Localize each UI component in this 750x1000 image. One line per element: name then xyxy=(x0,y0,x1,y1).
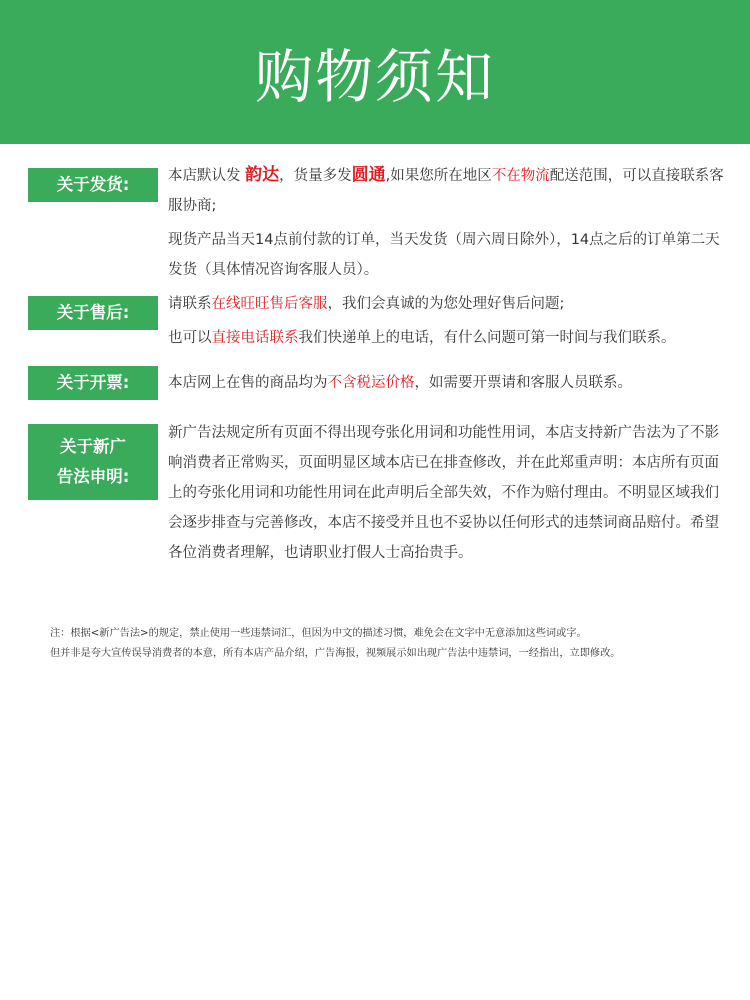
adlaw-paragraph: 新广告法规定所有页面不得出现夸张化用词和功能性用词，本店支持新广告法为了不影响消费者正常购买，页面明显区域本店已在排查修改，并在此郑重声明：本店所有页面上的夸张化用词和功能性用词在此声明后全部失效，不作为赔付理由。不明显区域我们会逐步排查与完善修改，本店不接受并且也不妥协以任何形式的违禁词商品赔付。希望各位消费者理解，也请职业打假人士高抬贵手。 xyxy=(168,425,719,561)
shipping-text-a: 本店默认发 xyxy=(168,168,246,184)
footer-note-line-2: 但并非是夸大宣传误导消费者的本意，所有本店产品介绍，广告海报，视频展示如出现广告法中违禁词，一经指出，立即修改。 xyxy=(50,648,621,659)
carrier-yunda: 韵达 xyxy=(245,165,280,185)
header-banner xyxy=(0,0,750,144)
invoice-paragraph xyxy=(168,368,728,398)
shipping-text-e: ,如果您所在地区 xyxy=(385,168,492,184)
shipping-text-c: ，货量多发 xyxy=(279,168,352,184)
tag-aftersale: 关于售后: xyxy=(28,296,158,330)
tag-invoice: 关于开票: xyxy=(28,366,158,400)
aftersale-text-a: 请联系 xyxy=(168,296,212,312)
shipping-paragraph-2: 现货产品当天14点前付款的订单，当天发货（周六周日除外），14点之后的订单第二天发货（具体情况咨询客服人员）。 xyxy=(168,232,720,278)
tag-adlaw-line-1: 关于新广 xyxy=(60,437,126,456)
tag-shipping: 关于发货: xyxy=(28,168,158,202)
shipping-paragraph-1 xyxy=(168,160,728,221)
aftersale-content xyxy=(168,289,728,353)
footer-note xyxy=(50,624,740,664)
carrier-yuantong: 圆通 xyxy=(351,165,386,185)
aftersale-highlight-2: 直接电话联系 xyxy=(211,330,299,346)
footer-note-line-1: 注：根据<新广告法>的规定，禁止使用一些违禁词汇，但因为中文的描述习惯，难免会在文字中无意添加这些词或字。 xyxy=(50,628,587,639)
tag-adlaw-line-2: 告法申明: xyxy=(56,467,130,486)
invoice-highlight: 不含税运价格 xyxy=(327,375,415,391)
invoice-content xyxy=(168,368,728,398)
page-title: 购物须知 xyxy=(254,43,495,111)
tag-adlaw xyxy=(28,424,158,500)
invoice-text-c: ，如需要开票请和客服人员联系。 xyxy=(414,375,632,391)
adlaw-content xyxy=(168,418,728,568)
shipping-highlight: 不在物流 xyxy=(491,168,550,184)
aftersale-paragraph-2 xyxy=(168,323,728,353)
aftersale-text-d: 也可以 xyxy=(168,330,212,346)
invoice-text-a: 本店网上在售的商品均为 xyxy=(168,375,328,391)
shipping-text-g: 配送范围，可以直接联系客服协商; xyxy=(168,168,724,214)
aftersale-text-c: ，我们会真诚的为您处理好售后问题; xyxy=(327,296,565,312)
aftersale-paragraph-1 xyxy=(168,289,728,319)
shipping-content xyxy=(168,160,728,285)
aftersale-highlight-1: 在线旺旺售后客服 xyxy=(211,296,328,312)
aftersale-text-f: 我们快递单上的电话，有什么问题可第一时间与我们联系。 xyxy=(298,330,676,346)
